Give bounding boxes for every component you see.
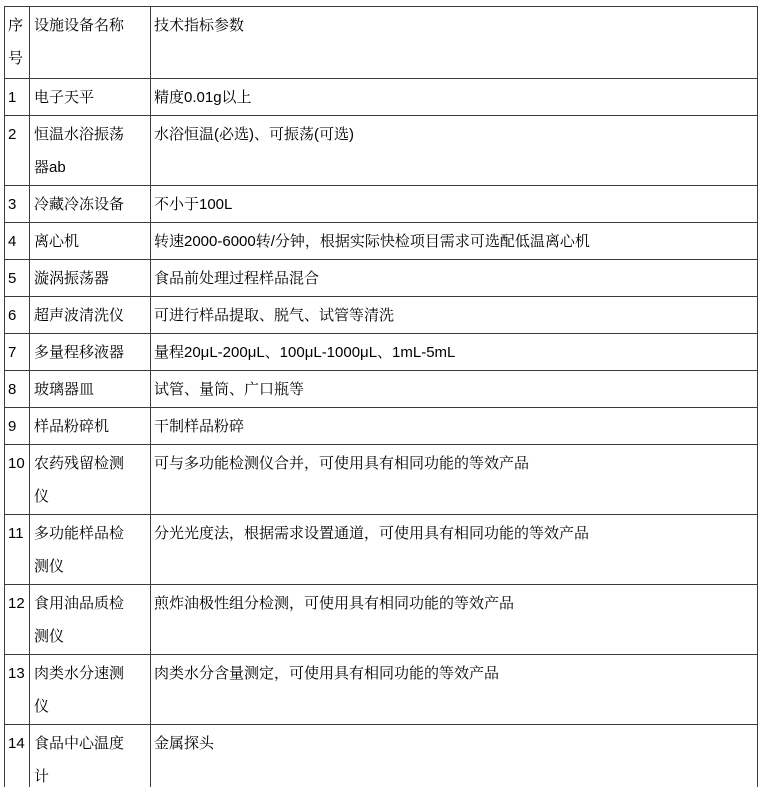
- spec-cell: 可与多功能检测仪合并，可使用具有相同功能的等效产品: [151, 445, 758, 515]
- table-row: [5, 655, 758, 725]
- equipment-name-cell: 恒温水浴振荡器ab: [30, 116, 151, 186]
- row-number-cell: 3: [5, 186, 30, 223]
- spec-cell: 可进行样品提取、脱气、试管等清洗: [151, 297, 758, 334]
- row-number-cell: 5: [5, 260, 30, 297]
- table-row: [5, 297, 758, 334]
- spec-cell: 精度0.01g以上: [151, 79, 758, 116]
- table-row: [5, 223, 758, 260]
- row-number-cell: 10: [5, 445, 30, 515]
- equipment-name-cell: 冷藏冷冻设备: [30, 186, 151, 223]
- spec-cell: 转速2000-6000转/分钟，根据实际快检项目需求可选配低温离心机: [151, 223, 758, 260]
- table-body: [5, 79, 758, 787]
- row-number-cell: 1: [5, 79, 30, 116]
- equipment-name-cell: 多量程移液器: [30, 334, 151, 371]
- row-number-cell: 12: [5, 585, 30, 655]
- row-number-cell: 2: [5, 116, 30, 186]
- header-row: [5, 7, 758, 79]
- equipment-name-cell: 离心机: [30, 223, 151, 260]
- spec-cell: 干制样品粉碎: [151, 408, 758, 445]
- column-header-equipment-name: 设施设备名称: [30, 7, 151, 79]
- equipment-name-cell: 样品粉碎机: [30, 408, 151, 445]
- spec-cell: 分光光度法，根据需求设置通道，可使用具有相同功能的等效产品: [151, 515, 758, 585]
- table-row: [5, 445, 758, 515]
- equipment-name-cell: 超声波清洗仪: [30, 297, 151, 334]
- spec-cell: 量程20μL-200μL、100μL-1000μL、1mL-5mL: [151, 334, 758, 371]
- row-number-cell: 11: [5, 515, 30, 585]
- spec-cell: 煎炸油极性组分检测，可使用具有相同功能的等效产品: [151, 585, 758, 655]
- row-number-cell: 8: [5, 371, 30, 408]
- table-row: [5, 79, 758, 116]
- equipment-name-cell: 食用油品质检测仪: [30, 585, 151, 655]
- equipment-spec-table: [4, 6, 758, 787]
- row-number-cell: 4: [5, 223, 30, 260]
- spec-cell: 金属探头: [151, 725, 758, 787]
- equipment-name-cell: 漩涡振荡器: [30, 260, 151, 297]
- equipment-name-cell: 肉类水分速测仪: [30, 655, 151, 725]
- equipment-name-cell: 食品中心温度计: [30, 725, 151, 787]
- table-row: [5, 408, 758, 445]
- spec-cell: 水浴恒温(必选)、可振荡(可选): [151, 116, 758, 186]
- row-number-cell: 14: [5, 725, 30, 787]
- row-number-cell: 9: [5, 408, 30, 445]
- table-row: [5, 371, 758, 408]
- row-number-cell: 13: [5, 655, 30, 725]
- equipment-name-cell: 农药残留检测仪: [30, 445, 151, 515]
- table-row: [5, 515, 758, 585]
- table-row: [5, 585, 758, 655]
- equipment-name-cell: 电子天平: [30, 79, 151, 116]
- spec-cell: 肉类水分含量测定，可使用具有相同功能的等效产品: [151, 655, 758, 725]
- spec-cell: 不小于100L: [151, 186, 758, 223]
- column-header-no: 序号: [5, 7, 30, 79]
- spec-cell: 试管、量筒、广口瓶等: [151, 371, 758, 408]
- equipment-name-cell: 玻璃器皿: [30, 371, 151, 408]
- table-row: [5, 725, 758, 787]
- equipment-name-cell: 多功能样品检测仪: [30, 515, 151, 585]
- spec-cell: 食品前处理过程样品混合: [151, 260, 758, 297]
- table-row: [5, 334, 758, 371]
- row-number-cell: 6: [5, 297, 30, 334]
- row-number-cell: 7: [5, 334, 30, 371]
- column-header-spec: 技术指标参数: [151, 7, 758, 79]
- table-row: [5, 116, 758, 186]
- table-row: [5, 186, 758, 223]
- table-row: [5, 260, 758, 297]
